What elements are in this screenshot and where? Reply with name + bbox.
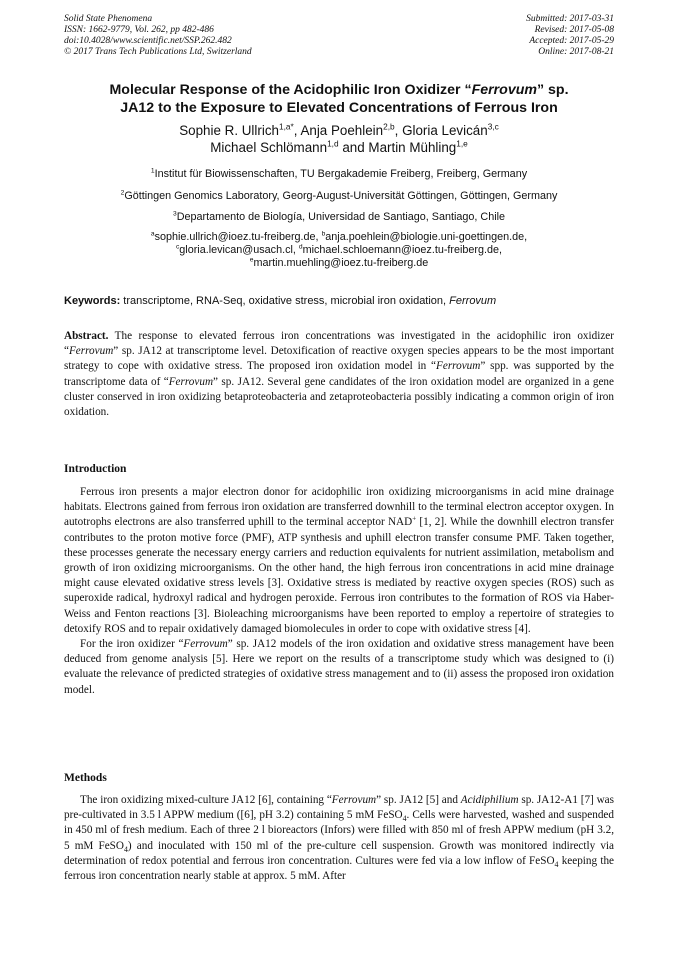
- author-sup: 1,d: [327, 138, 339, 149]
- journal-name: Solid State Phenomena: [64, 14, 153, 24]
- email[interactable]: gloria.levican@usach.cl,: [179, 244, 296, 256]
- keywords: [64, 294, 616, 308]
- methods-text: ” sp. JA12 [5] and: [376, 794, 461, 806]
- paper-title: [50, 81, 628, 117]
- methods-section: [64, 793, 614, 884]
- author-list: Sophie R. Ullrich$^{1,a*}$, Anja Poehlein$^{2,b}$, Gloria Levicán$^{3,c}$ Michael Schlömann$^{1,d}$ and Martin Mühling$^{1,e}$: [179, 121, 499, 155]
- methods-sub: 4: [124, 844, 128, 854]
- email-sup: c: [175, 243, 180, 251]
- copyright-line: © 2017 Trans Tech Publications Ltd, Switzerland: [64, 47, 252, 57]
- affiliation-2: [40, 190, 638, 203]
- methods-sub: 4: [402, 814, 407, 824]
- intro-italic: Ferrovum: [183, 638, 228, 651]
- affiliation-text: Departamento de Biología, Universidad de Santiago, Santiago, Chile: [176, 211, 506, 223]
- intro-text: Ferrous iron presents a major electron donor for acidophilic iron oxidizing microorganisms in acid mine drainage habitats. Electrons gained from ferrous iron oxidation are transferred downhill to the terminal electron acceptor oxygen. In autotrophs electrons are also transferred uphill to the terminal acceptor NAD: [64, 486, 614, 529]
- author: Martin Mühling: [368, 140, 457, 155]
- intro-text: ” sp. JA12 models of the iron oxidation and oxidative stress management have been deduced from genome analysis [5]. Here we report on the results of a transcriptome study which was designed to (i) evaluate the relevance of predicted strategies of oxidative stress management and to (ii) assess the proposed iron oxidation model.: [64, 638, 614, 696]
- affiliation-text: Institut für Biowissenschaften, TU Bergakademie Freiberg, Freiberg, Germany: [154, 168, 528, 180]
- affiliation-3: [40, 211, 638, 224]
- email-list: [40, 231, 638, 270]
- author-sup: 3,c: [487, 121, 499, 132]
- abstract-text: ” spp. was supported by the transcriptome data of “: [64, 360, 614, 388]
- title-part: ” sp.: [537, 82, 569, 98]
- date-info: [526, 14, 614, 58]
- accepted-date: Accepted: 2017-05-29: [529, 36, 614, 46]
- methods-italic: Acidiphilium: [460, 794, 519, 806]
- email[interactable]: anja.poehlein@biologie.uni-goettingen.de,: [325, 231, 528, 243]
- abstract-text: The response to elevated ferrous iron concentrations was investigated in the acidophilic iron oxidizer “: [64, 330, 614, 358]
- author: Michael Schlömann: [210, 140, 328, 155]
- abstract-italic: Ferrovum: [436, 360, 481, 373]
- intro-paragraph-2: [64, 637, 614, 698]
- email-sup: a: [150, 230, 155, 238]
- affiliation-text: Göttingen Genomics Laboratory, Georg-August-Universität Göttingen, Göttingen, Germany: [124, 190, 558, 202]
- introduction-heading: Introduction: [64, 463, 127, 475]
- intro-paragraph-1: [64, 485, 614, 637]
- email-sup: b: [321, 230, 326, 238]
- email[interactable]: sophie.ullrich@ioez.tu-freiberg.de,: [154, 231, 319, 243]
- abstract-text: ” sp. JA12 at transcriptome level. Detoxification of reactive oxygen species appears to be the most important strategy to cope with oxidative stress. The proposed iron oxidation model in “: [64, 345, 614, 373]
- author: Anja Poehlein: [300, 123, 384, 138]
- issn-line: ISSN: 1662-9779, Vol. 262, pp 482-486: [64, 25, 214, 35]
- methods-paragraph: [64, 793, 614, 884]
- methods-text: sp. JA12-A1 [7] was pre-cultivated in 3.5 l APPW medium ([6], pH 3.2) containing 5 mM FeSO: [64, 794, 614, 822]
- keywords-text: transcriptome, RNA-Seq, oxidative stress, microbial iron oxidation,: [120, 295, 450, 307]
- title-line-2: JA12 to the Exposure to Elevated Concentrations of Ferrous Iron: [120, 100, 558, 116]
- author: Gloria Levicán: [402, 123, 488, 138]
- affiliation-sup: 2: [120, 189, 125, 197]
- methods-italic: Ferrovum: [331, 794, 377, 806]
- online-date: Online: 2017-08-21: [538, 47, 614, 57]
- affiliation-sup: 1: [150, 167, 155, 175]
- revised-date: Revised: 2017-05-08: [534, 25, 614, 35]
- author-and: and: [342, 140, 365, 155]
- submitted-date: Submitted: 2017-03-31: [526, 14, 614, 24]
- affiliation-1: [40, 168, 638, 181]
- methods-text: The iron oxidizing mixed-culture JA12 [6], containing “: [80, 794, 332, 806]
- keywords-label: Keywords:: [64, 295, 121, 307]
- methods-sub: 4: [554, 860, 559, 870]
- abstract-italic: Ferrovum: [68, 345, 114, 358]
- email-sup: d: [298, 243, 303, 251]
- methods-text: . Cells were harvested, washed and suspended in 450 ml of fresh medium. Each of three 2 l bioreactors (Infors) were filled with 850 ml of fresh APPW medium (pH 3.2, 5 mM FeSO: [64, 809, 614, 852]
- author-sup: 1,e: [456, 138, 468, 149]
- intro-sup: +: [412, 514, 417, 523]
- keywords-italic: Ferrovum: [449, 295, 497, 307]
- author-sup: 2,b: [383, 121, 395, 132]
- title-italic: Ferrovum: [471, 82, 537, 98]
- abstract: [64, 329, 614, 420]
- journal-info: [64, 14, 252, 58]
- affiliation-sup: 3: [172, 210, 177, 218]
- author: Sophie R. Ullrich: [179, 123, 279, 138]
- methods-text: ) and inoculated with 150 ml of the pre-culture cell suspension. Growth was monitored indirectly via determination of redox potential and ferrous iron concentration. Cultures were fed via a low inflow of FeSO: [64, 839, 615, 867]
- doi-line: doi:10.4028/www.scientific.net/SSP.262.482: [64, 36, 232, 46]
- title-part: Molecular Response of the Acidophilic Iron Oxidizer “: [109, 82, 472, 98]
- intro-text: For the iron oxidizer “: [80, 638, 184, 651]
- methods-heading: Methods: [64, 772, 107, 784]
- email[interactable]: martin.muehling@ioez.tu-freiberg.de: [253, 257, 429, 269]
- methods-text: keeping the ferrous iron concentration nearly stable at approx. 5 mM. After: [64, 854, 614, 883]
- email[interactable]: michael.schloemann@ioez.tu-freiberg.de,: [302, 244, 503, 256]
- author-sup: 1,a*: [278, 121, 294, 132]
- abstract-text: ” sp. JA12. Several gene candidates of the iron oxidation model are organized in a gene cluster conserved in iron oxidizing betaproteobacteria and zetaproteobacteria possibly indicating a common origin of iron oxidation.: [64, 375, 614, 419]
- abstract-italic: Ferrovum: [168, 375, 214, 388]
- intro-text: [1, 2]. While the downhill electron transfer contributes to the proton motive force (PMF), ATP synthesis and uphill electron transfer consume PMF. Taken together, these processes generate the necessary energy carriers and reduction equivalents for nutrient assimilation, metabolism and growth of iron oxidizing microorganisms. On the other hand, the high ferrous iron concentrations in acid mine drainage might cause elevated oxidative stress levels [3]. Oxidative stress is mediated by reactive oxygen species (ROS) such as superoxide radical, hydroxyl radical and hydrogen peroxide. Ferrous iron contributes to the formation of ROS via Haber-Weiss and Fenton reactions [3]. Bioleaching microorganisms have been reported to employ a repertoire of strategies to detoxify ROS and to repair oxidatively damaged biomolecules in order to cope with oxidative stress [4].: [64, 516, 614, 635]
- abstract-label: Abstract.: [64, 330, 109, 342]
- introduction-section: [64, 485, 614, 698]
- email-sup: e: [249, 256, 254, 264]
